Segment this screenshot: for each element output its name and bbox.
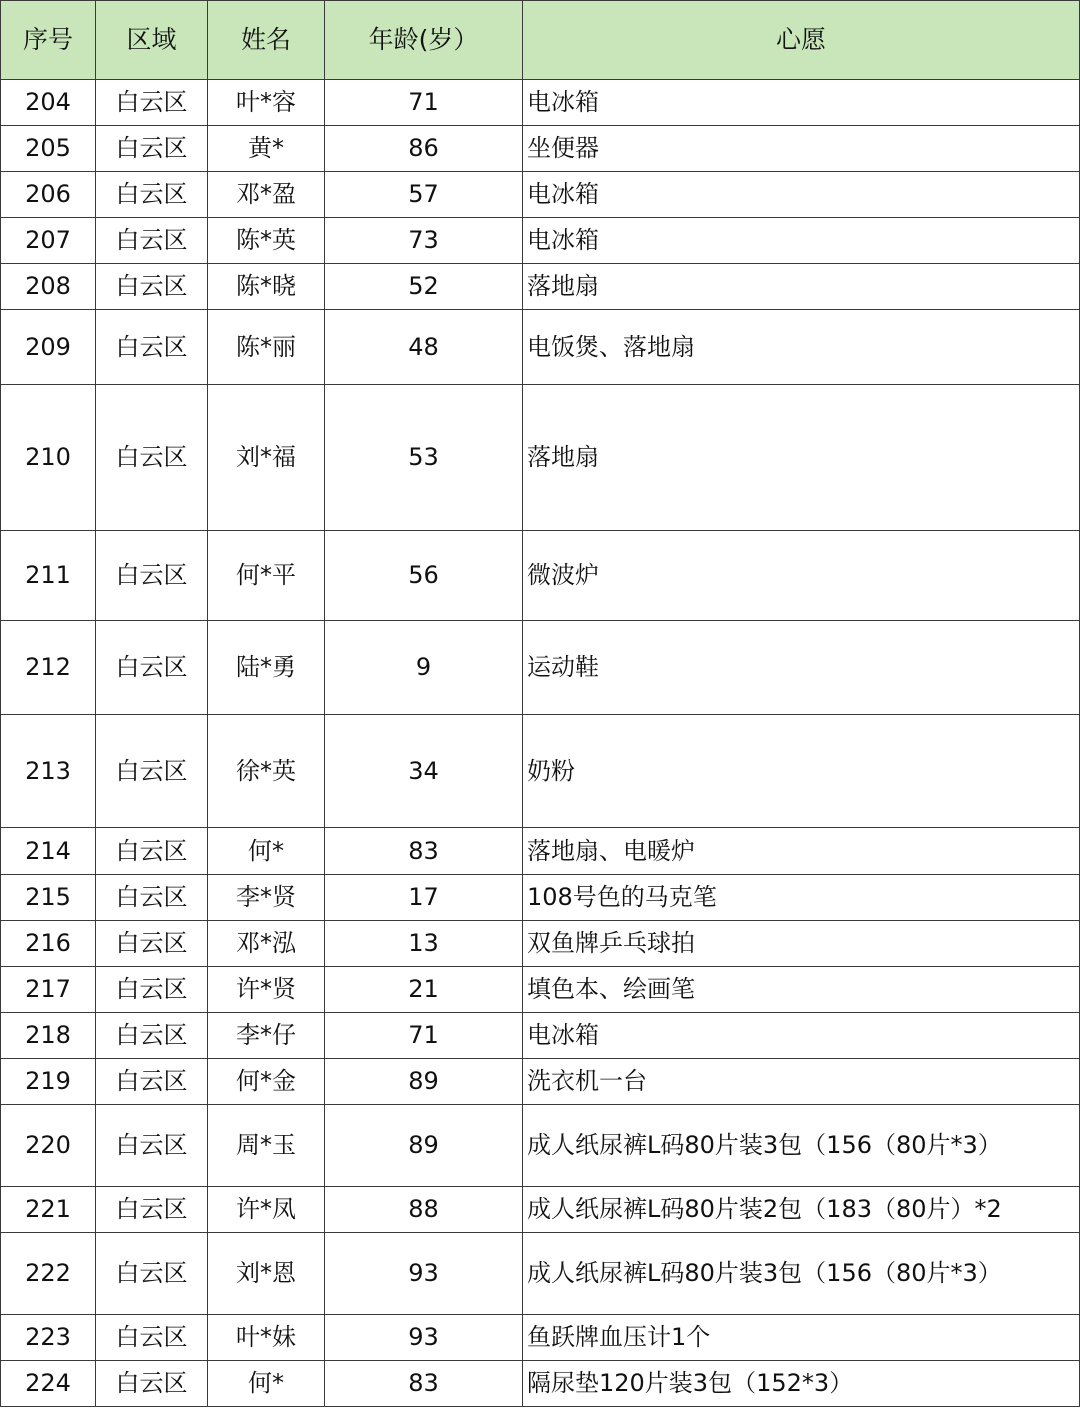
row-age: 34 — [325, 715, 523, 828]
table-row — [1, 310, 1080, 385]
row-name: 邓*泓 — [208, 921, 325, 967]
row-number: 219 — [1, 1059, 96, 1105]
row-age: 73 — [325, 218, 523, 264]
row-number: 220 — [1, 1105, 96, 1187]
row-name: 许*凤 — [208, 1187, 325, 1233]
row-age: 93 — [325, 1315, 523, 1361]
row-age: 48 — [325, 310, 523, 385]
table-row — [1, 875, 1080, 921]
table-row — [1, 218, 1080, 264]
table-row — [1, 172, 1080, 218]
table-row — [1, 715, 1080, 828]
table-row — [1, 1059, 1080, 1105]
row-wish: 成人纸尿裤L码80片装3包（156（80片*3） — [523, 1105, 1080, 1187]
row-name: 何* — [208, 828, 325, 875]
row-wish: 坐便器 — [523, 126, 1080, 172]
row-area: 白云区 — [96, 310, 208, 385]
row-name: 何*平 — [208, 531, 325, 621]
row-name: 叶*妹 — [208, 1315, 325, 1361]
row-name: 李*仔 — [208, 1013, 325, 1059]
row-name: 陈*丽 — [208, 310, 325, 385]
row-age: 93 — [325, 1233, 523, 1315]
row-number: 216 — [1, 921, 96, 967]
row-number: 215 — [1, 875, 96, 921]
row-age: 57 — [325, 172, 523, 218]
row-area: 白云区 — [96, 1105, 208, 1187]
row-wish: 落地扇、电暖炉 — [523, 828, 1080, 875]
row-wish: 落地扇 — [523, 385, 1080, 531]
table-row — [1, 828, 1080, 875]
table-row — [1, 385, 1080, 531]
row-number: 217 — [1, 967, 96, 1013]
row-name: 何*金 — [208, 1059, 325, 1105]
row-number: 207 — [1, 218, 96, 264]
table-row — [1, 1361, 1080, 1407]
row-area: 白云区 — [96, 531, 208, 621]
table-row — [1, 921, 1080, 967]
row-wish: 108号色的马克笔 — [523, 875, 1080, 921]
row-age: 56 — [325, 531, 523, 621]
row-age: 89 — [325, 1059, 523, 1105]
row-area: 白云区 — [96, 967, 208, 1013]
row-wish: 奶粉 — [523, 715, 1080, 828]
row-area: 白云区 — [96, 264, 208, 310]
row-name: 徐*英 — [208, 715, 325, 828]
table-row — [1, 531, 1080, 621]
row-age: 13 — [325, 921, 523, 967]
row-wish: 电冰箱 — [523, 1013, 1080, 1059]
row-wish: 填色本、绘画笔 — [523, 967, 1080, 1013]
row-area: 白云区 — [96, 875, 208, 921]
row-number: 223 — [1, 1315, 96, 1361]
row-age: 53 — [325, 385, 523, 531]
table-body — [1, 80, 1080, 1407]
row-number: 222 — [1, 1233, 96, 1315]
row-wish: 成人纸尿裤L码80片装2包（183（80片）*2 — [523, 1187, 1080, 1233]
row-area: 白云区 — [96, 1233, 208, 1315]
header-age: 年龄(岁） — [325, 1, 523, 80]
row-area: 白云区 — [96, 1315, 208, 1361]
row-name: 刘*恩 — [208, 1233, 325, 1315]
table-row — [1, 621, 1080, 715]
row-number: 205 — [1, 126, 96, 172]
row-age: 88 — [325, 1187, 523, 1233]
header-number: 序号 — [1, 1, 96, 80]
row-wish: 运动鞋 — [523, 621, 1080, 715]
row-name: 李*贤 — [208, 875, 325, 921]
row-area: 白云区 — [96, 80, 208, 126]
row-number: 218 — [1, 1013, 96, 1059]
row-number: 211 — [1, 531, 96, 621]
row-name: 陈*英 — [208, 218, 325, 264]
row-wish: 成人纸尿裤L码80片装3包（156（80片*3） — [523, 1233, 1080, 1315]
row-age: 83 — [325, 828, 523, 875]
table-row — [1, 264, 1080, 310]
header-area: 区域 — [96, 1, 208, 80]
table-row — [1, 1013, 1080, 1059]
row-wish: 电饭煲、落地扇 — [523, 310, 1080, 385]
row-number: 204 — [1, 80, 96, 126]
row-area: 白云区 — [96, 715, 208, 828]
row-number: 208 — [1, 264, 96, 310]
row-wish: 鱼跃牌血压计1个 — [523, 1315, 1080, 1361]
table-row — [1, 1315, 1080, 1361]
row-name: 叶*容 — [208, 80, 325, 126]
row-age: 52 — [325, 264, 523, 310]
row-number: 210 — [1, 385, 96, 531]
row-name: 陆*勇 — [208, 621, 325, 715]
row-area: 白云区 — [96, 621, 208, 715]
row-area: 白云区 — [96, 1059, 208, 1105]
row-number: 224 — [1, 1361, 96, 1407]
row-wish: 隔尿垫120片装3包（152*3） — [523, 1361, 1080, 1407]
row-area: 白云区 — [96, 126, 208, 172]
row-number: 213 — [1, 715, 96, 828]
row-wish: 电冰箱 — [523, 218, 1080, 264]
row-number: 212 — [1, 621, 96, 715]
row-wish: 电冰箱 — [523, 172, 1080, 218]
table-row — [1, 967, 1080, 1013]
header-name: 姓名 — [208, 1, 325, 80]
table-row — [1, 80, 1080, 126]
row-age: 71 — [325, 80, 523, 126]
row-age: 9 — [325, 621, 523, 715]
header-row — [1, 1, 1080, 80]
row-name: 黄* — [208, 126, 325, 172]
row-name: 陈*晓 — [208, 264, 325, 310]
row-area: 白云区 — [96, 218, 208, 264]
row-number: 206 — [1, 172, 96, 218]
row-name: 周*玉 — [208, 1105, 325, 1187]
row-wish: 微波炉 — [523, 531, 1080, 621]
row-wish: 洗衣机一台 — [523, 1059, 1080, 1105]
table-row — [1, 1187, 1080, 1233]
table-row — [1, 126, 1080, 172]
row-wish: 落地扇 — [523, 264, 1080, 310]
table-row — [1, 1233, 1080, 1315]
row-area: 白云区 — [96, 921, 208, 967]
row-age: 83 — [325, 1361, 523, 1407]
row-wish: 电冰箱 — [523, 80, 1080, 126]
row-age: 71 — [325, 1013, 523, 1059]
row-area: 白云区 — [96, 1013, 208, 1059]
row-number: 221 — [1, 1187, 96, 1233]
row-age: 89 — [325, 1105, 523, 1187]
table-header — [1, 1, 1080, 80]
row-area: 白云区 — [96, 385, 208, 531]
row-age: 21 — [325, 967, 523, 1013]
row-number: 209 — [1, 310, 96, 385]
row-area: 白云区 — [96, 172, 208, 218]
table-row — [1, 1105, 1080, 1187]
row-name: 何* — [208, 1361, 325, 1407]
row-name: 邓*盈 — [208, 172, 325, 218]
row-area: 白云区 — [96, 828, 208, 875]
row-age: 86 — [325, 126, 523, 172]
row-name: 许*贤 — [208, 967, 325, 1013]
row-wish: 双鱼牌乒乓球拍 — [523, 921, 1080, 967]
row-age: 17 — [325, 875, 523, 921]
row-name: 刘*福 — [208, 385, 325, 531]
header-wish: 心愿 — [523, 1, 1080, 80]
row-area: 白云区 — [96, 1187, 208, 1233]
row-area: 白云区 — [96, 1361, 208, 1407]
row-number: 214 — [1, 828, 96, 875]
